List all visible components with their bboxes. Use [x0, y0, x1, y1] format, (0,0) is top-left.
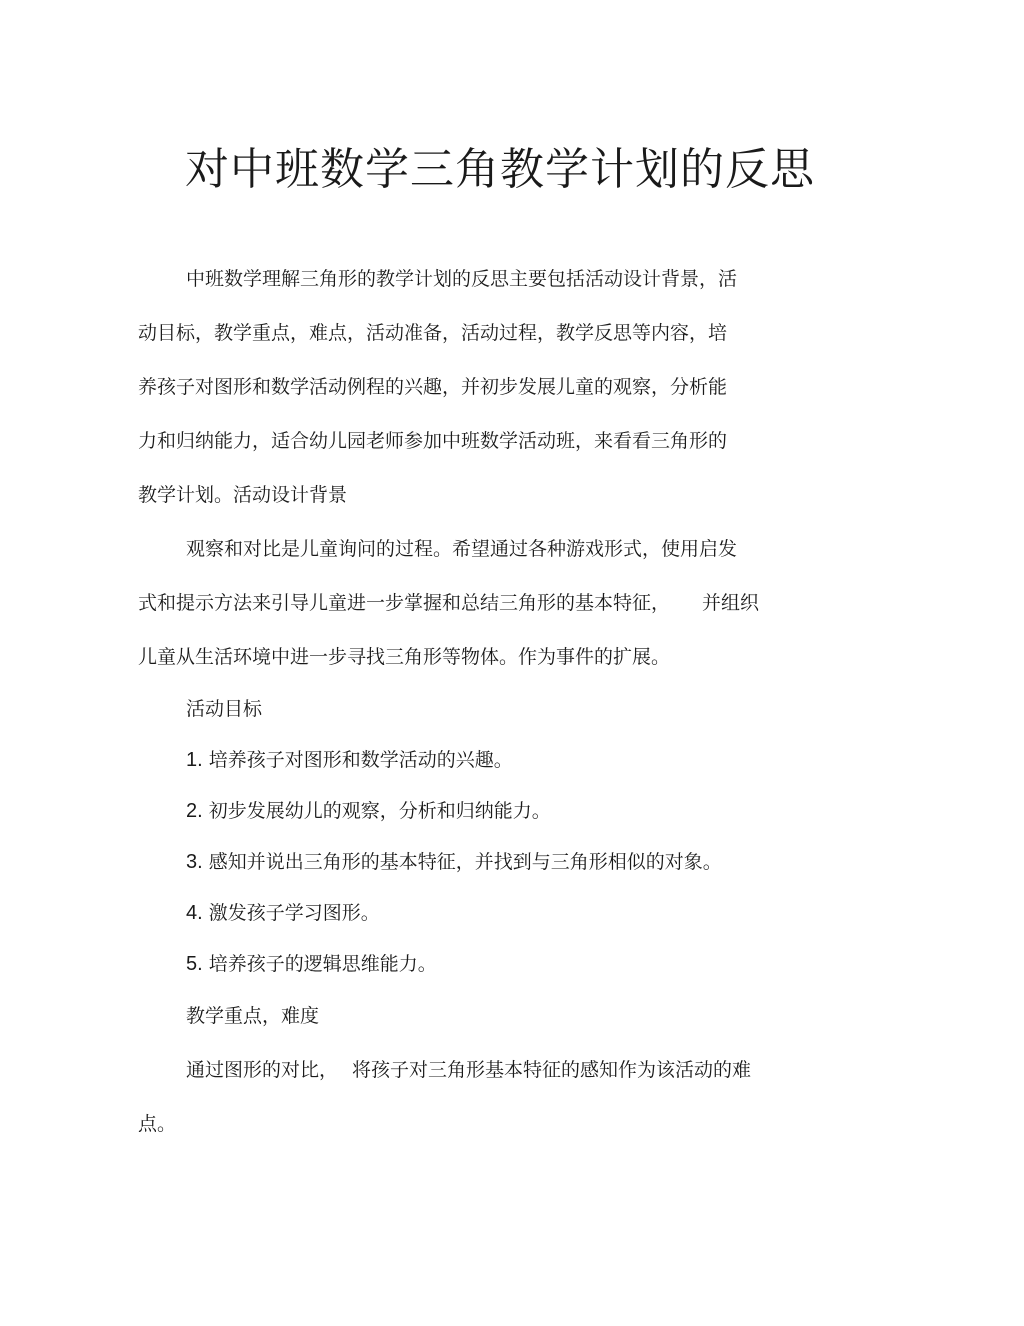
- goal-text: 感知并说出三角形的基本特征，并找到与三角形相似的对象。: [208, 851, 722, 873]
- goals-heading: 活动目标: [186, 698, 263, 720]
- focus-heading: 教学重点，难度: [186, 1005, 320, 1027]
- paragraph-1-line-2: 动目标，教学重点，难点，活动准备，活动过程，教学反思等内容，培: [138, 322, 728, 344]
- goal-number: 5.: [186, 953, 203, 975]
- paragraph-2-line-1: 观察和对比是儿童询问的过程。希望通过各种游戏形式，使用启发: [186, 538, 738, 560]
- goal-number: 4.: [186, 902, 203, 924]
- paragraph-1-line-4: 力和归纳能力，适合幼儿园老师参加中班数学活动班，来看看三角形的: [138, 430, 728, 452]
- goal-number: 3.: [186, 851, 203, 873]
- document-title: 对中班数学三角教学计划的反思: [185, 144, 815, 195]
- goal-text: 培养孩子的逻辑思维能力。: [208, 953, 437, 975]
- paragraph-3-line-2: 点。: [138, 1113, 177, 1135]
- paragraph-1-line-5: 教学计划。活动设计背景: [138, 484, 348, 506]
- paragraph-2-line-2b: 并组织: [702, 592, 760, 614]
- goal-item: [186, 849, 722, 875]
- goal-item: [186, 798, 551, 824]
- paragraph-1-line-1: 中班数学理解三角形的教学计划的反思主要包括活动设计背景，活: [186, 268, 738, 290]
- goal-item: [186, 747, 513, 773]
- goal-text: 初步发展幼儿的观察，分析和归纳能力。: [208, 800, 551, 822]
- goal-item: [186, 951, 437, 977]
- goal-number: 2.: [186, 800, 203, 822]
- paragraph-2-line-2a: 式和提示方法来引导儿童进一步掌握和总结三角形的基本特征，: [138, 592, 671, 614]
- paragraph-3-line-1a: 通过图形的对比，: [186, 1059, 339, 1081]
- goal-text: 激发孩子学习图形。: [208, 902, 380, 924]
- paragraph-1-line-3: 养孩子对图形和数学活动例程的兴趣，并初步发展儿童的观察，分析能: [138, 376, 728, 398]
- goal-number: 1.: [186, 749, 203, 771]
- paragraph-3-line-1b: 将孩子对三角形基本特征的感知作为该活动的难: [352, 1059, 752, 1081]
- goal-text: 培养孩子对图形和数学活动的兴趣。: [208, 749, 513, 771]
- goal-item: [186, 900, 380, 926]
- paragraph-2-line-3: 儿童从生活环境中进一步寻找三角形等物体。作为事件的扩展。: [138, 646, 671, 668]
